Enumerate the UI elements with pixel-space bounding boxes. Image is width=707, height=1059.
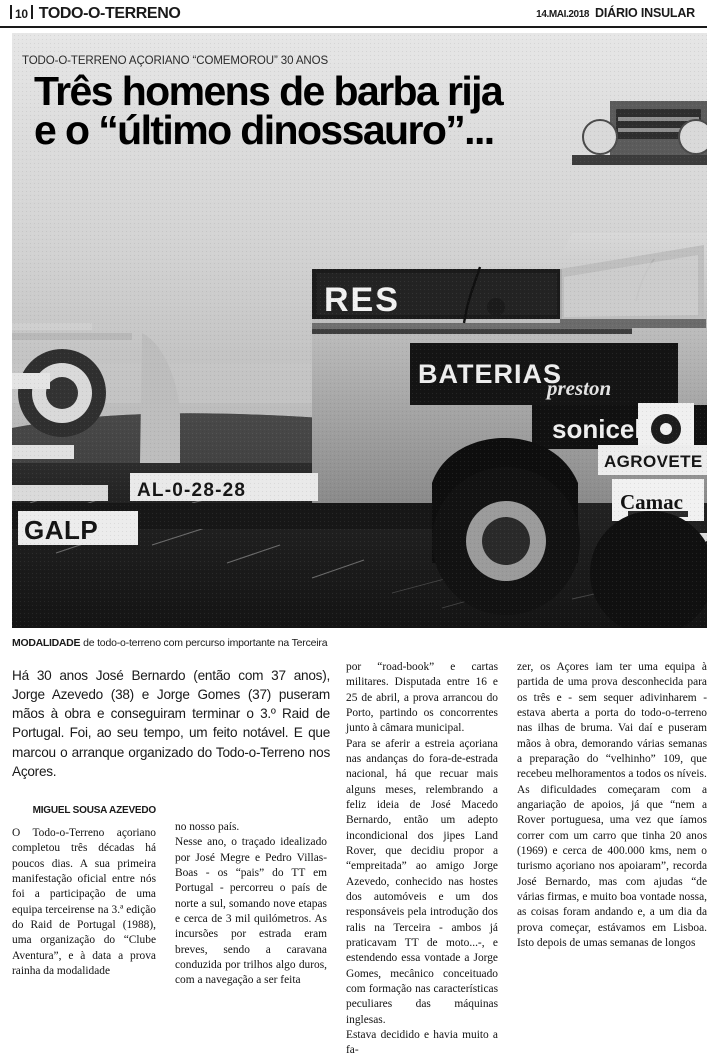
article-kicker: TODO-O-TERRENO AÇORIANO “COMEMOROU” 30 ANOS (22, 55, 329, 67)
page-title (22, 68, 582, 154)
paragraph: Para se aferir a estreia açoriana nas andanças do fora-de-estrada nacional, há que recuar mais alguns meses, relembrando a feliz ideia de José Macedo Bernardo, então um adepto incondicional dos jipes Land Rover, que decidiu propor a “empreitada” ao amigo Jorge Azevedo, conhecido nas hostes dos automóveis e um dos responsáveis pela introdução dos ralis na Terceira - ambos já praticavam TT de moto...-, e estendendo essa vontade a Jorge Gomes, mecânico conceituado com formação nas características peculiares das máquinas inglesas. (346, 737, 498, 1026)
body-column-1 (12, 660, 156, 1059)
paragraph: O Todo-o-Terreno açoriano completou três décadas há poucos dias. A sua primeira manifestação oficial entre nós foi a participação de uma equipa terceirense na 3.ª edição do Raid de Portugal (1988), uma organização do “Clube Aventura”, e à data a prova rainha da modalidade (12, 827, 156, 977)
column-1-text (12, 826, 156, 979)
headline-line-1: Três homens de barba rija (34, 68, 503, 114)
paragraph: por “road-book” e cartas militares. Disputada entre 16 e 25 de abril, a prova arrancou do Porto, partindo os concorrentes junto à câmara municipal. (346, 661, 498, 735)
body-column-3 (346, 660, 498, 1059)
page-number: 10 (15, 6, 28, 21)
paragraph: Estava decidido e havia muito a fa- (346, 1028, 498, 1057)
issue-date: 14.MAI.2018 (536, 9, 590, 20)
hero-photo (12, 33, 707, 628)
body-column-2 (175, 660, 327, 1059)
paragraph: As dificuldades começaram com a angariação de apoios, já que “nem a Rover portuguesa, uma vez que íamos correr com um carro que tinha 20 anos (1969) e cerca de 400.000 kms, nem o turismo açoriano nos apoiaram”, recorda José Bernardo, mas com ajudas “de várias firmas, e muito boa vontade nossa, as coisas foram andando e, a um dia da prova começar, estávamos em Lisboa. Isto depois de umas semanas de longos (517, 783, 707, 949)
publication-name: DIÁRIO INSULAR (595, 6, 695, 20)
paragraph: zer, os Açores iam ter uma equipa à partida de uma prova desconhecida para os três e - sem sequer adivinharem - estava aberta a porta do todo-o-terreno nas ilhas de bruma. Vai daí e puseram mãos à obra, demorando várias semanas a preparação do “velhinho” 109, que recebeu melhoramentos a todos os níveis. (517, 661, 707, 781)
photo-caption (12, 637, 702, 650)
masthead-section-group (10, 4, 180, 23)
article-lead: Há 30 anos José Bernardo (então com 37 anos), Jorge Azevedo (38) e Jorge Gomes (37) puseram mãos à obra e conseguiram terminar o 3.º Raid de Portugal. Foi, ao seu tempo, um feito notável. E que marcou o arranque organizado do Todo-o-Terreno nos Açores. (12, 667, 330, 780)
article-body-columns (12, 660, 705, 1059)
masthead-publication-group (536, 6, 695, 20)
section-title: TODO-O-TERRENO (38, 4, 181, 22)
page-number-right-rule-icon (31, 5, 33, 19)
caption-text: de todo-o-terreno com percurso importante na Terceira (83, 637, 328, 649)
article-byline: MIGUEL SOUSA AZEVEDO (32, 805, 156, 816)
page-masthead (0, 0, 707, 28)
paragraph: no nosso país. (175, 821, 240, 833)
body-column-4 (517, 660, 707, 1059)
column-2-text (175, 820, 327, 989)
page-number-left-rule-icon (10, 5, 12, 19)
headline-line-2: e o “último dinossauro”... (34, 107, 494, 154)
column-3-text (346, 660, 498, 1059)
hero-text-block (22, 55, 582, 154)
paragraph: Nesse ano, o traçado idealizado por José Megre e Pedro Villas-Boas - os “pais” do TT em Portugal - percorreu o país de norte a sul, somando nove etapas e cerca de 3 mil quilómetros. As incursões por estrada eram breves, sendo a caravana conduzida por trilhos algo duros, com a navegação a ser feita (175, 836, 327, 987)
caption-lead-word: MODALIDADE (12, 637, 81, 649)
column-4-text (517, 660, 707, 951)
